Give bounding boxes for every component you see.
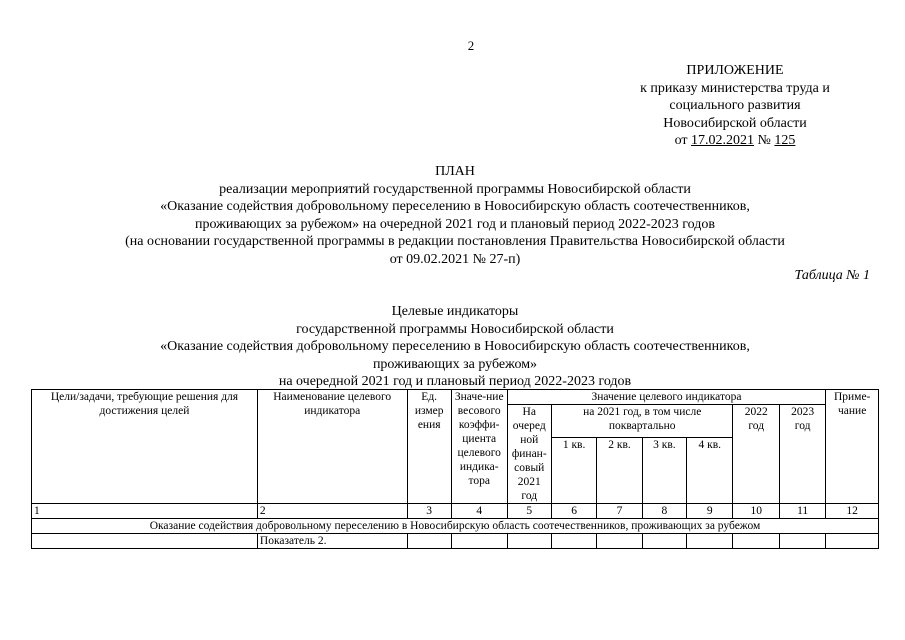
header-indicator-value: Значение целевого индикатора	[507, 390, 826, 405]
appendix-date-line	[600, 132, 870, 150]
header-weight: Значе-ние весового коэффи-циента целевого индика-тора	[451, 390, 507, 504]
column-number: 7	[597, 504, 642, 519]
date-prefix: от	[674, 133, 692, 148]
indicator-name-cell: Показатель 2.	[257, 534, 407, 549]
table-cell	[407, 534, 451, 549]
plan-line: «Оказание содействия добровольному переселению в Новосибирскую область соотечественников,	[160, 199, 750, 214]
header-note: Приме-чание	[826, 390, 879, 504]
table-cell	[826, 534, 879, 549]
table-cell	[687, 534, 733, 549]
header-2023: 2023 год	[779, 405, 825, 504]
column-number: 3	[407, 504, 451, 519]
header-indicator-name: Наименование целевого индикатора	[257, 390, 407, 504]
section-title: Оказание содействия добровольному переселению в Новосибирскую область соотечественников, проживающих за рубежом	[32, 519, 879, 534]
column-number: 6	[551, 504, 596, 519]
section-row	[32, 519, 879, 534]
header-2022: 2022 год	[733, 405, 779, 504]
plan-heading	[30, 163, 880, 268]
column-number: 2	[257, 504, 407, 519]
plan-line: (на основании государственной программы в редакции постановления Правительства Новосибирской области	[125, 234, 785, 249]
column-number: 1	[32, 504, 258, 519]
header-q2: 2 кв.	[597, 438, 642, 504]
column-number: 11	[779, 504, 825, 519]
column-number: 9	[687, 504, 733, 519]
table-row	[32, 534, 879, 549]
header-unit: Ед. измер ения	[407, 390, 451, 504]
table-cell	[451, 534, 507, 549]
plan-line: от 09.02.2021 № 27-п)	[389, 251, 521, 267]
indicators-line: проживающих за рубежом»	[372, 356, 538, 372]
number-prefix: №	[754, 133, 775, 148]
column-numbers-row	[32, 504, 879, 519]
header-q3: 3 кв.	[642, 438, 686, 504]
indicators-table	[31, 389, 879, 549]
appendix-line: Новосибирской области	[663, 115, 807, 131]
appendix-title: ПРИЛОЖЕНИЕ	[686, 63, 784, 78]
indicators-line: Целевые индикаторы	[391, 304, 519, 319]
indicators-line: государственной программы Новосибирской области	[296, 321, 614, 337]
indicators-heading	[30, 303, 880, 391]
plan-line: проживающих за рубежом» на очередной 2021 год и плановый период 2022-2023 годов	[195, 216, 715, 232]
plan-line: реализации мероприятий государственной программы Новосибирской области	[219, 181, 691, 197]
table-cell	[507, 534, 551, 549]
header-q1: 1 кв.	[551, 438, 596, 504]
appendix-line: к приказу министерства труда и	[640, 80, 830, 96]
appendix-block	[600, 62, 870, 150]
header-next-year: На очеред ной финан-совый 2021 год	[507, 405, 551, 504]
table-cell	[597, 534, 642, 549]
column-number: 4	[451, 504, 507, 519]
indicators-line: на очередной 2021 год и плановый период 2022-2023 годов	[278, 374, 632, 389]
header-q4: 4 кв.	[687, 438, 733, 504]
column-number: 8	[642, 504, 686, 519]
header-2021-quarterly: на 2021 год, в том числе поквартально	[551, 405, 733, 438]
order-date: 17.02.2021	[691, 133, 755, 148]
table-cell	[642, 534, 686, 549]
order-number: 125	[774, 133, 796, 148]
column-number: 5	[507, 504, 551, 519]
column-number: 10	[733, 504, 779, 519]
plan-title: ПЛАН	[435, 164, 475, 179]
indicators-line: «Оказание содействия добровольному переселению в Новосибирскую область соотечественников,	[160, 339, 750, 354]
table-cell	[551, 534, 596, 549]
table-cell	[733, 534, 779, 549]
page-number: 2	[467, 38, 475, 53]
table-cell	[779, 534, 825, 549]
table-cell	[32, 534, 258, 549]
table-number: Таблица № 1	[794, 268, 870, 283]
header-goals: Цели/задачи, требующие решения для достижения целей	[32, 390, 258, 504]
column-number: 12	[826, 504, 879, 519]
appendix-line: социального развития	[669, 98, 801, 113]
